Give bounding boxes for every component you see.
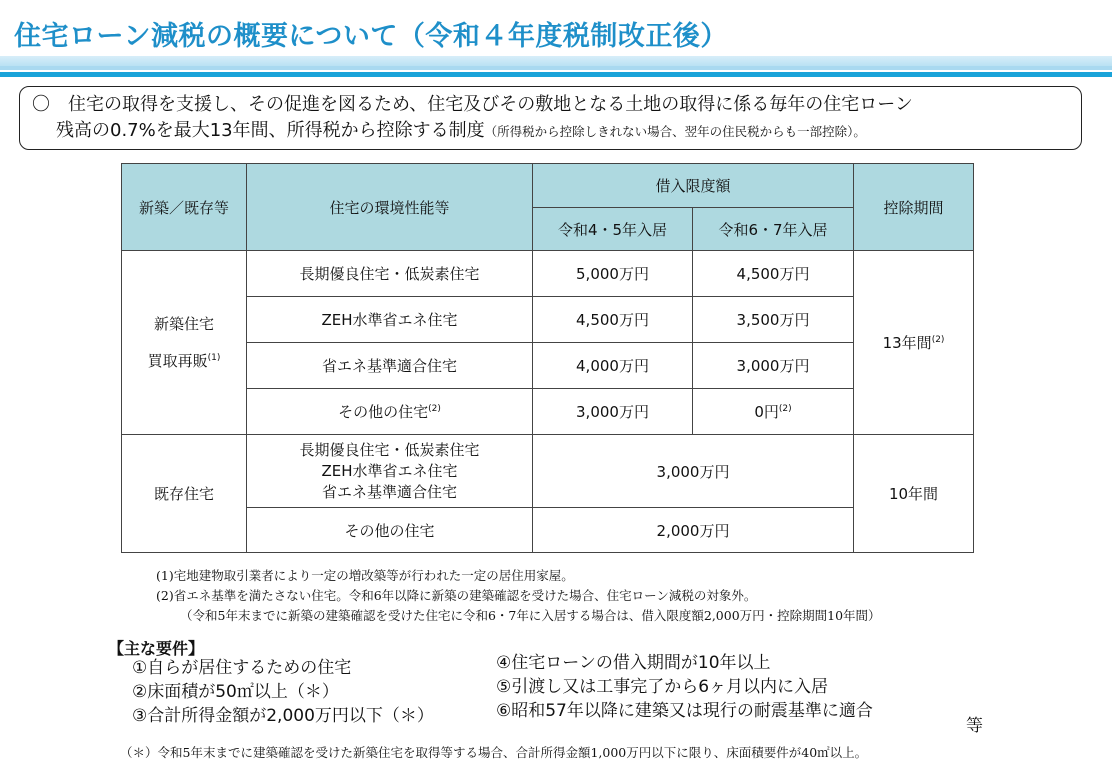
new-housing-label-1: 新築住宅 [153, 315, 214, 333]
new-housing-label [122, 251, 247, 435]
existing-types-1 [247, 435, 533, 508]
new-housing-note: (1) [207, 353, 221, 363]
existing-housing-label: 既存住宅 [122, 435, 247, 553]
note-2-sub: （令和5年末までに新築の建築確認を受けた住宅に令和6・7年に入居する場合は、借入限度額2,000万円・控除期間10年間） [180, 608, 881, 623]
new-type-3: 省エネ基準適合住宅 [247, 343, 533, 389]
requirements-left [132, 656, 434, 728]
requirements-right [496, 651, 873, 723]
new-period [854, 251, 974, 435]
header-r45: 令和4・5年入居 [533, 208, 693, 251]
header-period: 控除期間 [854, 164, 974, 251]
table-notes [156, 566, 881, 626]
new-r67-2: 3,500万円 [693, 297, 854, 343]
title-band-mid [0, 66, 1112, 70]
requirement-1: ①自らが居住するための住宅 [132, 658, 352, 678]
new-type-1: 長期優良住宅・低炭素住宅 [247, 251, 533, 297]
existing-type-2: その他の住宅 [247, 508, 533, 553]
new-r67-1: 4,500万円 [693, 251, 854, 297]
new-r45-1: 5,000万円 [533, 251, 693, 297]
header-performance: 住宅の環境性能等 [247, 164, 533, 251]
loan-limit-table [121, 163, 974, 553]
existing-type-1b: ZEH水準省エネ住宅 [321, 461, 458, 480]
existing-amount-1: 3,000万円 [533, 435, 854, 508]
requirement-5: ⑤引渡し又は工事完了から6ヶ月以内に入居 [496, 677, 829, 697]
new-r67-4-text: 0円 [754, 403, 779, 421]
requirements-etc: 等 [966, 716, 983, 736]
existing-type-1a: 長期優良住宅・低炭素住宅 [299, 440, 480, 459]
new-housing-label-2: 買取再販 [147, 352, 208, 370]
header-r67: 令和6・7年入居 [693, 208, 854, 251]
new-period-value: 13年間 [882, 334, 932, 352]
requirement-2: ②床面積が50㎡以上（＊） [132, 682, 339, 702]
note-1: (1)宅地建物取引業者により一定の増改築等が行われた一定の居住用家屋。 [156, 568, 574, 583]
requirement-3: ③合計所得金額が2,000万円以下（＊） [132, 706, 434, 726]
existing-type-1c: 省エネ基準適合住宅 [321, 482, 457, 501]
new-type-4 [247, 389, 533, 435]
new-r67-3: 3,000万円 [693, 343, 854, 389]
note-2: (2)省エネ基準を満たさない住宅。令和6年以降に新築の建築確認を受けた場合、住宅ローン減税の対象外。 [156, 588, 757, 603]
intro-line-2-small: （所得税から控除しきれない場合、翌年の住民税からも一部控除）。 [484, 124, 866, 139]
new-r45-3: 4,000万円 [533, 343, 693, 389]
intro-line-2 [32, 118, 1069, 145]
existing-period: 10年間 [854, 435, 974, 553]
new-type-4-text: その他の住宅 [338, 403, 429, 421]
new-period-note: (2) [931, 335, 945, 345]
page-title: 住宅ローン減税の概要について（令和４年度税制改正後） [14, 21, 728, 52]
title-band-light [0, 56, 1112, 66]
new-r67-4-note: (2) [778, 404, 792, 414]
new-type-4-note: (2) [428, 404, 441, 414]
new-r67-4 [693, 389, 854, 435]
header-limit: 借入限度額 [533, 164, 854, 208]
requirement-4: ④住宅ローンの借入期間が10年以上 [496, 653, 771, 673]
new-r45-4: 3,000万円 [533, 389, 693, 435]
existing-amount-2: 2,000万円 [533, 508, 854, 553]
intro-line-1: 〇 住宅の取得を支援し、その促進を図るため、住宅及びその敷地となる土地の取得に係る毎年の住宅ローン [32, 94, 913, 115]
requirement-6: ⑥昭和57年以降に建築又は現行の耐震基準に適合 [496, 701, 873, 721]
intro-box [19, 86, 1082, 150]
new-r45-2: 4,500万円 [533, 297, 693, 343]
title-band-accent [0, 72, 1112, 77]
requirements-footnote: （＊）令和5年末までに建築確認を受けた新築住宅を取得等する場合、合計所得金額1,000万円以下に限り、床面積要件が40㎡以上。 [120, 745, 868, 760]
header-category: 新築／既存等 [122, 164, 247, 251]
new-type-2: ZEH水準省エネ住宅 [247, 297, 533, 343]
requirements-heading: 【主な要件】 [108, 639, 205, 658]
intro-line-2-main: 残高の0.7%を最大13年間、所得税から控除する制度 [56, 120, 485, 141]
